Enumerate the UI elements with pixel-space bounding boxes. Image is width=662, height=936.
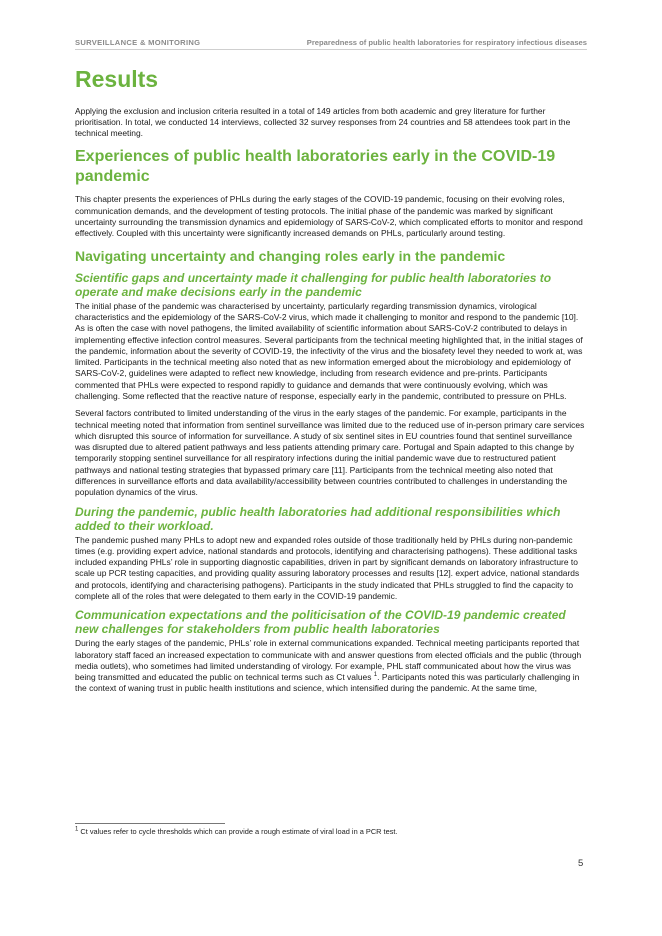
scientific-gaps-paragraph-1: The initial phase of the pandemic was characterised by uncertainty, particularly regarding transmission dynamics, virological characteristics and the epidemiology of the SARS-CoV-2 virus, which made it challenging to monitor and respond to the pandemic [10]. As is often the case with novel pathogens, the limited availability of scientific information about SARS-CoV-2 contributed to delays in implementing effective infection control measures. Several participants from the technical meeting highlighted that, in the initial stages of the pandemic, information about the severity of COVID-19, the infectivity of the virus and the biosafety level they needed to work at, was limited. Participants in the technical meeting also noted that as new information emerged about the microbiology and epidemiology of SARS-CoV-2, guidelines were adapted to reflect new knowledge, including from research evidence and pre-prints. Participants commented that PHLs were expected to respond rapidly to guidance and demands that were continuously evolving, which was challenging. Some reflected that the reactive nature of response, especially early in the pandemic, contributed to pressure on PHLs. — [75, 300, 583, 401]
page-number: 5 — [578, 858, 584, 869]
navigating-heading: Navigating uncertainty and changing roles early in the pandemic — [75, 247, 506, 264]
running-header — [75, 38, 587, 50]
experiences-heading: Experiences of public health laboratories early in the COVID-19 pandemic — [75, 148, 556, 185]
header-document-title: Preparedness of public health laboratories for respiratory infectious diseases — [306, 38, 587, 47]
additional-responsibilities-paragraph: The pandemic pushed many PHLs to adopt new and expanded roles outside of those traditionally held by PHLs during non-pandemic times (e.g. providing expert advice, national standards and protocols, identifying and characterising pathogens). These additional tasks included expanding PHLs’ role in supporting diagnostic capabilities, driven in part by significant demands on laboratory infrastructure to scale up PCR testing capacities, and providing quality assuring laboratory processes and results [12]. expert advice, national standards and protocols, identifying and characterising pathogens). Participants in the study indicated that PHLs struggled to find the capacity to complete all of the roles that were delegated to them early in the COVID-19 pandemic. — [75, 534, 580, 601]
communication-subheading: Communication expectations and the politicisation of the COVID-19 pandemic created new challenges for stakeholders from public health laboratories — [75, 608, 566, 637]
footnote — [75, 827, 587, 836]
footnote-text: Ct values refer to cycle thresholds which can provide a rough estimate of viral load in a PCR test. — [78, 827, 398, 836]
results-intro-paragraph: Applying the exclusion and inclusion criteria resulted in a total of 149 articles from both academic and grey literature for further prioritisation. In total, we conducted 14 interviews, collected 32 survey responses from 24 countries and 58 attendees took part in the technical meeting. — [75, 105, 571, 139]
additional-responsibilities-subheading: During the pandemic, public health laboratories had additional responsibilities which added to their workload. — [75, 504, 561, 533]
results-heading: Results — [75, 66, 159, 92]
footnote-reference[interactable]: 1 — [373, 672, 378, 679]
header-section-label: SURVEILLANCE & MONITORING — [75, 38, 201, 47]
page-body — [75, 66, 587, 701]
communication-text-part-1: During the early stages of the pandemic, PHLs’ role in external communications expanded. Technical meeting participants reported that laboratory staff faced an increased expectation to communicate with and answer questions from elected officials and the public (through media outlets), who sometimes had limited understanding of virology. For example, PHL staff communicated about how the virus was being transmitted and educated the public on technical terms such as Ct values — [75, 638, 582, 683]
scientific-gaps-paragraph-2: Several factors contributed to limited understanding of the virus in the early stages of the pandemic. For example, participants in the technical meeting noted that information from sentinel surveillance was limited due to the reduced use of in-person primary care services which disrupted this source of information for surveillance. A study of six sentinel sites in EU countries found that sentinel surveillance was disrupted due to altered patient pathways and less patients attending primary care. Portugal and Spain adapted to this change by temporarily stopping sentinel surveillance for all respiratory infections during the initial pandemic wave due to restructured patient pathways and national testing strategies that bypassed primary care [11]. Participants from the technical meeting also noted that differences in surveillance efforts and data availability/accessibility between countries contributed to challenges in understanding the population dynamics of the virus. — [75, 408, 585, 498]
footnote-marker: 1 — [75, 826, 79, 833]
communication-paragraph — [75, 638, 587, 694]
experiences-intro-paragraph: This chapter presents the experiences of PHLs during the early stages of the COVID-19 pandemic, focusing on their evolving roles, communication demands, and the development of testing protocols. The initial phase of the pandemic was marked by significant uncertainty surrounding the transmission dynamics and epidemiology of SARS-CoV-2, which complicated efforts to monitor and respond effectively. Coupled with this uncertainty were significantly increased demands on PHLs, particularly around testing. — [75, 194, 583, 239]
footnote-divider — [75, 823, 225, 824]
scientific-gaps-subheading: Scientific gaps and uncertainty made it challenging for public health laboratories to operate and make decisions early in the pandemic — [75, 270, 552, 299]
communication-text-part-2: . Participants noted this was particularly challenging in the context of waning trust in public health institutions and science, which intensified during the pandemic. At the same time, — [75, 672, 580, 694]
